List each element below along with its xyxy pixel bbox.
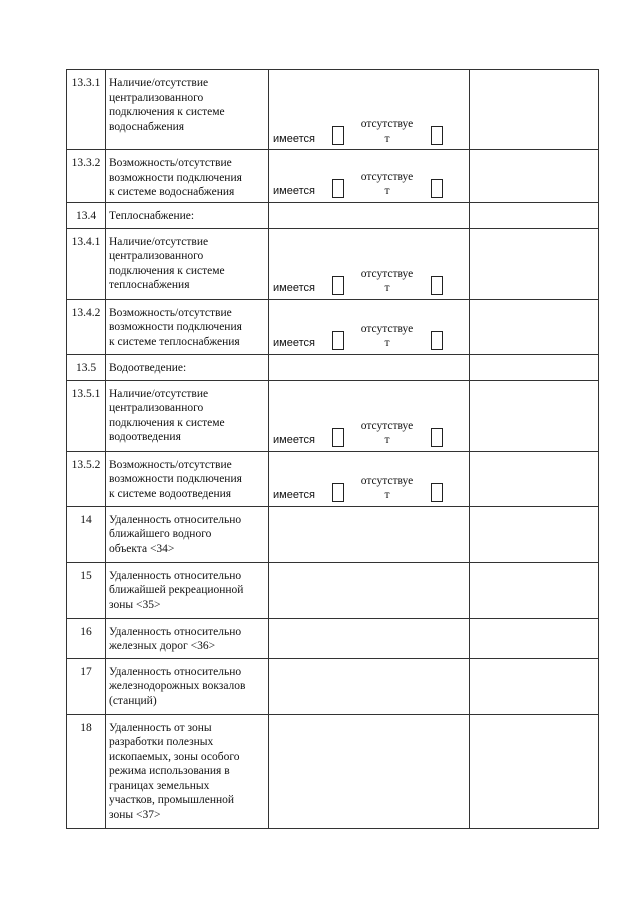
- row-label-line: Удаленность относительно: [109, 513, 242, 526]
- row-label-line: Наличие/отсутствие: [109, 387, 209, 400]
- option-absent-line: т: [384, 282, 390, 294]
- row-number: 13.4.1: [67, 228, 106, 299]
- row-label-line: железных дорог <36>: [109, 640, 216, 652]
- row-label: [106, 150, 269, 203]
- notes-cell[interactable]: [470, 228, 599, 299]
- row-label-line: водоотведения: [109, 431, 181, 443]
- option-present-checkbox[interactable]: [332, 126, 344, 145]
- row-number: 16: [67, 618, 106, 658]
- row-label-line: подключения к системе: [109, 106, 225, 118]
- row-label-line: к системе теплоснабжения: [109, 335, 240, 348]
- table-row-13-5: [67, 354, 599, 380]
- row-label-line: Возможность/отсутствие: [109, 306, 232, 319]
- option-present-label: имеется: [273, 434, 315, 446]
- option-present-checkbox[interactable]: [332, 483, 344, 502]
- row-label: [106, 658, 269, 714]
- row-label-line: Теплоснабжение:: [109, 209, 195, 222]
- row-label-line: ископаемых, зоны особого: [109, 750, 240, 763]
- option-present-checkbox[interactable]: [332, 428, 344, 447]
- table-row-17: [67, 658, 599, 714]
- row-label-line: централизованного: [109, 402, 204, 414]
- row-label-line: Удаленность относительно: [109, 665, 242, 678]
- row-label-line: режима использования в: [109, 765, 230, 777]
- row-label-line: зоны <35>: [109, 598, 161, 611]
- option-absent-label: [356, 170, 418, 199]
- options-cell[interactable]: [269, 658, 470, 714]
- options-cell: [269, 70, 470, 150]
- notes-cell[interactable]: [470, 70, 599, 150]
- row-label-line: ближайшего водного: [109, 528, 212, 540]
- row-label-line: возможности подключения: [109, 321, 242, 333]
- option-absent-line: т: [384, 489, 390, 501]
- option-present-label: имеется: [273, 282, 315, 294]
- table-row-13-3-1: [67, 70, 599, 150]
- row-label-line: к системе водоотведения: [109, 487, 232, 500]
- row-label-line: объекта <34>: [109, 542, 175, 555]
- options-cell: [269, 380, 470, 451]
- option-absent-line: отсутствуе: [360, 474, 414, 487]
- option-absent-checkbox[interactable]: [431, 483, 443, 502]
- options-cell[interactable]: [269, 562, 470, 618]
- table-row-13-4-1: [67, 228, 599, 299]
- row-label: [106, 562, 269, 618]
- option-absent-line: отсутствуе: [360, 267, 414, 280]
- row-label-line: участков, промышленной: [109, 794, 235, 806]
- options-cell[interactable]: [269, 506, 470, 562]
- row-number: 15: [67, 562, 106, 618]
- row-label: [106, 228, 269, 299]
- option-present-checkbox[interactable]: [332, 276, 344, 295]
- notes-cell[interactable]: [470, 299, 599, 354]
- row-label: [106, 380, 269, 451]
- table-row-16: [67, 618, 599, 658]
- row-label-line: к системе водоснабжения: [109, 186, 235, 198]
- row-number: 17: [67, 658, 106, 714]
- row-label-line: возможности подключения: [109, 473, 242, 485]
- option-absent-checkbox[interactable]: [431, 428, 443, 447]
- row-label-line: железнодорожных вокзалов: [109, 680, 246, 692]
- notes-cell[interactable]: [470, 451, 599, 506]
- option-absent-label: [356, 322, 418, 351]
- row-label-line: разработки полезных: [109, 736, 214, 748]
- row-label-line: подключения к системе: [109, 416, 225, 429]
- options-cell: [269, 299, 470, 354]
- notes-cell[interactable]: [470, 562, 599, 618]
- option-present-label: имеется: [273, 185, 315, 197]
- row-label-line: возможности подключения: [109, 171, 242, 184]
- option-absent-line: т: [384, 132, 390, 145]
- row-label-line: Наличие/отсутствие: [109, 235, 209, 248]
- option-absent-line: отсутствуе: [360, 322, 414, 335]
- table-row-14: [67, 506, 599, 562]
- option-absent-label: [356, 419, 418, 448]
- row-label-line: Наличие/отсутствие: [109, 77, 209, 89]
- row-label-line: (станций): [109, 694, 157, 707]
- option-absent-line: отсутствуе: [360, 170, 414, 183]
- table-body: [67, 70, 599, 829]
- option-absent-label: [356, 117, 418, 146]
- options-cell: [269, 228, 470, 299]
- option-absent-line: т: [384, 185, 390, 197]
- option-present-label: имеется: [273, 337, 315, 349]
- option-absent-checkbox[interactable]: [431, 126, 443, 145]
- notes-cell[interactable]: [470, 380, 599, 451]
- option-absent-line: отсутствуе: [360, 419, 414, 432]
- table-row-15: [67, 562, 599, 618]
- row-label-line: ближайшей рекреационной: [109, 584, 244, 596]
- option-present-checkbox[interactable]: [332, 331, 344, 350]
- options-cell: [269, 451, 470, 506]
- option-present-label: имеется: [273, 132, 315, 145]
- notes-cell[interactable]: [470, 202, 599, 228]
- notes-cell[interactable]: [470, 150, 599, 203]
- row-label-line: централизованного: [109, 91, 204, 104]
- option-absent-checkbox[interactable]: [431, 276, 443, 295]
- notes-cell[interactable]: [470, 618, 599, 658]
- row-label-line: зоны <37>: [109, 808, 161, 821]
- option-absent-label: [356, 474, 418, 503]
- form-table: [66, 69, 599, 829]
- row-label-line: централизованного: [109, 250, 204, 262]
- option-present-label: имеется: [273, 489, 315, 501]
- options-cell[interactable]: [269, 714, 470, 828]
- option-absent-line: т: [384, 434, 390, 446]
- row-label-line: Удаленность относительно: [109, 569, 242, 582]
- option-absent-checkbox[interactable]: [431, 331, 443, 350]
- row-number: 13.5.2: [67, 451, 106, 506]
- row-number: 13.3.2: [67, 150, 106, 203]
- options-cell[interactable]: [269, 202, 470, 228]
- table-row-13-4-2: [67, 299, 599, 354]
- notes-cell[interactable]: [470, 506, 599, 562]
- table-row-13-3-2: [67, 150, 599, 203]
- row-label: [106, 70, 269, 150]
- row-label: [106, 506, 269, 562]
- table-row-13-4: [67, 202, 599, 228]
- row-label-line: Водоотведение:: [109, 361, 187, 374]
- options-cell[interactable]: [269, 618, 470, 658]
- row-label-line: Удаленность от зоны: [109, 721, 212, 734]
- row-label: [106, 354, 269, 380]
- row-number: 13.5.1: [67, 380, 106, 451]
- options-cell: [269, 150, 470, 203]
- row-number: 13.4.2: [67, 299, 106, 354]
- row-label-line: водоснабжения: [109, 120, 185, 133]
- row-number: 14: [67, 506, 106, 562]
- notes-cell[interactable]: [470, 714, 599, 828]
- option-present-checkbox[interactable]: [332, 179, 344, 198]
- row-label: [106, 714, 269, 828]
- row-number: 13.5: [67, 354, 106, 380]
- option-absent-checkbox[interactable]: [431, 179, 443, 198]
- options-cell[interactable]: [269, 354, 470, 380]
- row-label: [106, 202, 269, 228]
- table-row-13-5-1: [67, 380, 599, 451]
- row-number: 13.4: [67, 202, 106, 228]
- row-label-line: теплоснабжения: [109, 279, 190, 291]
- option-absent-line: т: [384, 337, 390, 349]
- notes-cell[interactable]: [470, 354, 599, 380]
- row-label: [106, 618, 269, 658]
- row-label-line: подключения к системе: [109, 264, 225, 277]
- notes-cell[interactable]: [470, 658, 599, 714]
- option-absent-label: [356, 267, 418, 296]
- row-label-line: Удаленность относительно: [109, 625, 242, 638]
- row-label: [106, 451, 269, 506]
- row-label: [106, 299, 269, 354]
- option-absent-line: отсутствуе: [360, 118, 414, 130]
- row-number: 18: [67, 714, 106, 828]
- table-row-13-5-2: [67, 451, 599, 506]
- row-label-line: границах земельных: [109, 779, 210, 792]
- row-number: 13.3.1: [67, 70, 106, 150]
- row-label-line: Возможность/отсутствие: [109, 458, 232, 471]
- row-label-line: Возможность/отсутствие: [109, 157, 232, 169]
- table-row-18: [67, 714, 599, 828]
